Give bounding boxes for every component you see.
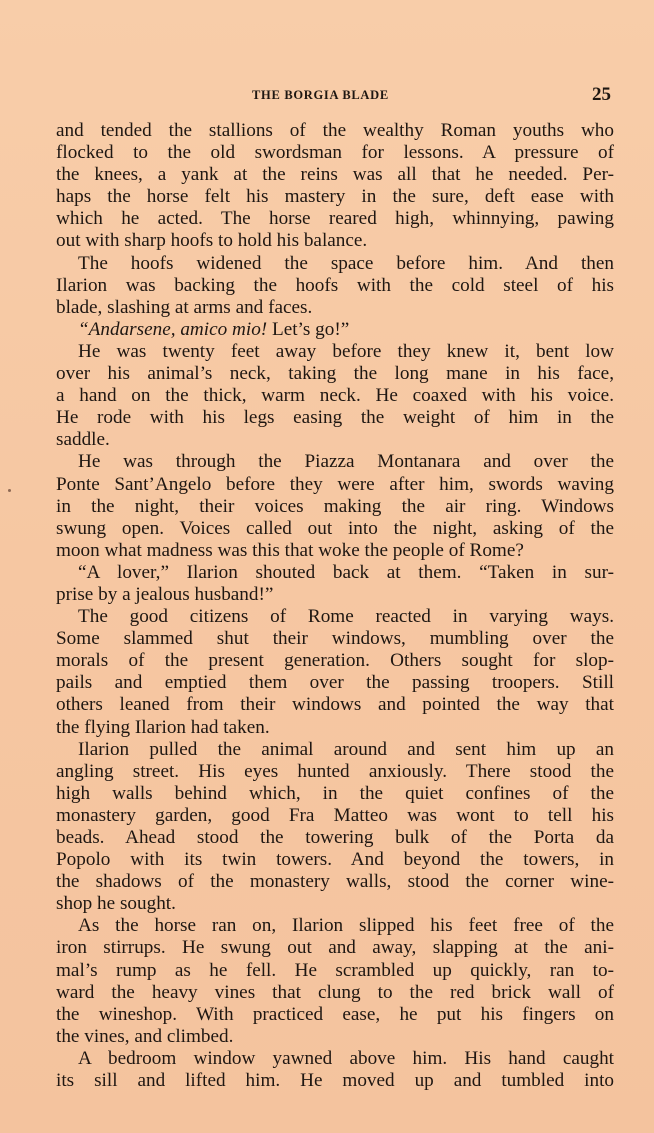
- paragraph: [56, 253, 614, 319]
- text-line: the shadows of the monastery walls, stood the corner wine-: [56, 871, 614, 893]
- text-line: flocked to the old swordsman for lessons. A pressure of: [56, 142, 614, 164]
- text-line: swung open. Voices called out into the night, asking of the: [56, 517, 614, 539]
- paragraph: [56, 341, 614, 451]
- text-line: shop he sought.: [56, 893, 176, 915]
- text-line: As the horse ran on, Ilarion slipped his feet free of the: [78, 915, 614, 937]
- text-line: He was twenty feet away before they knew it, bent low: [78, 340, 614, 362]
- text-line: the wineshop. With practiced ease, he put his fingers on: [56, 1003, 614, 1025]
- text-line: Some slammed shut their windows, mumbling over the: [56, 628, 614, 650]
- running-title: THE BORGIA BLADE: [252, 88, 389, 102]
- text-line: Ponte Sant’Angelo before they were after him, swords waving: [56, 473, 614, 495]
- text-line: iron stirrups. He swung out and away, slapping at the ani-: [56, 937, 614, 959]
- text-line: others leaned from their windows and pointed the way that: [56, 694, 614, 716]
- paragraph: [56, 739, 614, 916]
- text-line: [56, 319, 614, 341]
- paragraph: [56, 120, 614, 253]
- text-line: a hand on the thick, warm neck. He coaxed with his voice.: [56, 385, 614, 407]
- text-line: mal’s rump as he fell. He scrambled up quickly, ran to-: [56, 959, 614, 981]
- body-text: [56, 120, 614, 1092]
- dialogue-text: Let’s go!”: [267, 318, 350, 340]
- text-line: high walls behind which, in the quiet confines of the: [56, 782, 614, 804]
- text-line: out with sharp hoofs to hold his balance.: [56, 230, 368, 252]
- text-line: the flying Ilarion had taken.: [56, 716, 270, 738]
- text-line: pails and emptied them over the passing troopers. Still: [56, 672, 614, 694]
- text-line: over his animal’s neck, taking the long mane in his face,: [56, 363, 614, 385]
- paragraph: [56, 451, 614, 561]
- text-line: The hoofs widened the space before him. And then: [78, 252, 614, 274]
- text-line: angling street. His eyes hunted anxiously. There stood the: [56, 760, 614, 782]
- text-line: and tended the stallions of the wealthy Roman youths who: [56, 120, 614, 141]
- text-line: Ilarion pulled the animal around and sent him up an: [78, 738, 614, 760]
- running-head: [0, 84, 654, 112]
- text-line: in the night, their voices making the air ring. Windows: [56, 495, 614, 517]
- text-line: “A lover,” Ilarion shouted back at them. “Taken in sur-: [78, 561, 614, 583]
- text-line: Ilarion was backing the hoofs with the cold steel of his: [56, 274, 614, 296]
- text-line: beads. Ahead stood the towering bulk of the Porta da: [56, 827, 614, 848]
- text-line: He was through the Piazza Montanara and over the: [78, 451, 614, 473]
- text-line: its sill and lifted him. He moved up and tumbled into: [56, 1070, 614, 1092]
- text-line: the vines, and climbed.: [56, 1025, 234, 1047]
- text-line: blade, slashing at arms and faces.: [56, 296, 313, 318]
- page-number: 25: [592, 84, 611, 105]
- text-line: ward the heavy vines that clung to the red brick wall of: [56, 981, 614, 1003]
- text-line: monastery garden, good Fra Matteo was wont to tell his: [56, 804, 614, 826]
- text-line: moon what madness was this that woke the people of Rome?: [56, 539, 524, 561]
- text-line: haps the horse felt his mastery in the sure, deft ease with: [56, 186, 614, 208]
- text-line: prise by a jealous husband!”: [56, 583, 274, 605]
- paper-speck: [8, 489, 11, 492]
- text-line: saddle.: [56, 429, 110, 451]
- paragraph: [56, 319, 614, 341]
- paragraph: [56, 915, 614, 1048]
- paragraph: [56, 562, 614, 606]
- text-line: which he acted. The horse reared high, whinnying, pawing: [56, 208, 614, 230]
- text-line: Popolo with its twin towers. And beyond the towers, in: [56, 849, 614, 871]
- text-line: He rode with his legs easing the weight of him in the: [56, 407, 614, 429]
- text-line: A bedroom window yawned above him. His hand caught: [78, 1047, 614, 1069]
- italic-phrase: “Andarsene, amico mio!: [78, 318, 268, 340]
- text-line: The good citizens of Rome reacted in varying ways.: [78, 606, 614, 628]
- paragraph: [56, 1048, 614, 1092]
- text-line: morals of the present generation. Others sought for slop-: [56, 650, 614, 672]
- paragraph: [56, 606, 614, 739]
- text-line: the knees, a yank at the reins was all that he needed. Per-: [56, 164, 614, 186]
